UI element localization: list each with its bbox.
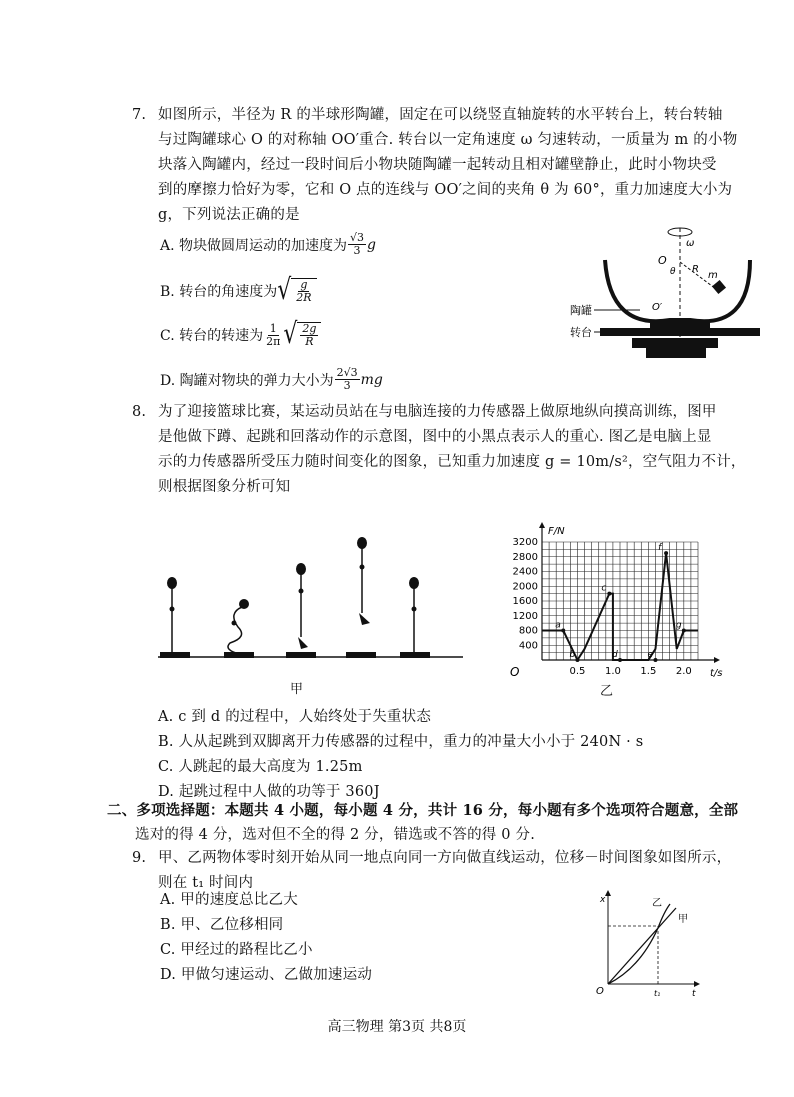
- q7-line-3: 块落入陶罐内，经过一段时间后小物块随陶罐一起转动且相对罐壁静止，此时小物块受: [158, 157, 717, 173]
- svg-text:甲: 甲: [678, 914, 688, 925]
- q7-option-d[interactable]: D. 陶罐对物块的弹力大小为 $\frac{2√3}{3}$ mg: [160, 366, 383, 392]
- point-label-f: f: [658, 543, 662, 554]
- q9-number: 9.: [132, 850, 147, 866]
- origin-label: O: [510, 665, 520, 679]
- point-e: [653, 658, 657, 662]
- section-2-line-1: 二、多项选择题：本题共 4 小题，每小题 4 分，共计 16 分，每小题有多个选项符合题意，全部: [107, 802, 739, 819]
- y-tick-label: 1600: [512, 596, 538, 607]
- q8-stem: [158, 400, 746, 500]
- y-axis-label: F/N: [548, 526, 565, 537]
- svg-text:θ: θ: [670, 267, 676, 277]
- q8-option-a[interactable]: A. c 到 d 的过程中，人始终处于失重状态: [158, 709, 432, 725]
- svg-text:m: m: [708, 270, 718, 281]
- q7-option-b[interactable]: B. 转台的角速度为 √ $\frac{g}{2R}$: [160, 278, 317, 304]
- fraction: $\frac{√3}{3}$: [350, 231, 365, 257]
- q8-line-2: 是他做下蹲、起跳和回落动作的示意图，图中的小黑点表示人的重心. 图乙是电脑上显: [158, 429, 712, 445]
- q8-line-4: 则根据图象分析可知: [158, 479, 291, 495]
- svg-text:陶罐: 陶罐: [570, 304, 592, 317]
- figure-jia-label: 甲: [290, 682, 304, 697]
- point-d: [618, 658, 622, 662]
- figure-yi-label: 乙: [600, 684, 614, 699]
- svg-text:t: t: [692, 989, 696, 998]
- x-axis-label: t/s: [710, 668, 723, 679]
- q7-line-5: g，下列说法正确的是: [158, 207, 300, 223]
- point-a: [561, 629, 565, 633]
- q8-line-1: 为了迎接篮球比赛，某运动员站在与电脑连接的力传感器上做原地纵向摸高训练，图甲: [158, 404, 717, 420]
- y-axis-arrow: [539, 522, 545, 528]
- force-time-chart: [500, 520, 730, 690]
- q7-pot-figure: [560, 220, 760, 370]
- q8-line-3: 示的力传感器所受压力随时间变化的图象，已知重力加速度 g = 10m/s²，空气阻力不计，: [158, 454, 746, 470]
- q9-option-b[interactable]: B. 甲、乙位移相同: [160, 917, 284, 933]
- point-label-d: d: [612, 650, 618, 660]
- q8-number: 8.: [132, 404, 147, 420]
- q9-line-2: 则在 t₁ 时间内: [158, 875, 254, 891]
- q7-line-1: 如图所示，半径为 R 的半球形陶罐，固定在可以绕竖直轴旋转的水平转台上，转台转轴: [158, 107, 723, 123]
- q8-options: [158, 705, 643, 805]
- point-label-a: a: [555, 620, 561, 631]
- point-b: [575, 658, 579, 662]
- point-label-g: g: [675, 620, 682, 631]
- q9-option-c[interactable]: C. 甲经过的路程比乙小: [160, 942, 313, 958]
- line-jia: [608, 908, 676, 984]
- figure-jia: [158, 525, 468, 670]
- q9-options: [160, 888, 372, 988]
- x-tick-label: 1.5: [640, 666, 657, 677]
- sqrt: √ $\frac{2g}{R}$: [283, 322, 321, 348]
- y-tick-label: 1200: [512, 610, 538, 622]
- page-footer: 高三物理 第3页 共8页: [327, 1019, 467, 1035]
- svg-text:t₁: t₁: [654, 989, 661, 998]
- q9-line-1: 甲、乙两物体零时刻开始从同一地点向同一方向做直线运动，位移－时间图象如图所示，: [158, 850, 732, 866]
- q7-option-a[interactable]: A. 物块做圆周运动的加速度为 $\frac{√3}{3}$ g: [160, 231, 376, 257]
- svg-text:O: O: [596, 986, 604, 997]
- q9-option-a[interactable]: A. 甲的速度总比乙大: [160, 892, 298, 908]
- point-c: [607, 592, 611, 596]
- q7-option-c[interactable]: C. 转台的转速为 $\frac{1}{2\pi}$ √ $\frac{2g}{R}$: [160, 322, 321, 348]
- q7-line-4: 到的摩擦力恰好为零，它和 O 点的连线与 OO′之间的夹角 θ 为 60°，重力加速度大小为: [158, 182, 733, 198]
- x-tick-label: 1.0: [604, 666, 621, 677]
- x-tick-label: 0.5: [569, 666, 586, 677]
- q8-option-d[interactable]: D. 起跳过程中人做的功等于 360J: [158, 784, 380, 800]
- q9-option-d[interactable]: D. 甲做匀速运动、乙做加速运动: [160, 967, 373, 983]
- section-2-header: [107, 798, 738, 848]
- q7-line-2: 与过陶罐球心 O 的对称轴 OO′重合. 转台以一定角速度 ω 匀速转动，一质量为 m 的小物: [158, 132, 738, 148]
- y-tick-label: 2800: [512, 551, 538, 563]
- y-tick-label: 2000: [512, 581, 538, 593]
- q7-number: 7.: [132, 107, 147, 123]
- svg-text:ω: ω: [686, 238, 695, 249]
- point-label-b: b: [569, 650, 576, 660]
- svg-text:转台: 转台: [570, 326, 592, 339]
- section-2-line-2: 选对的得 4 分，选对但不全的得 2 分，错选或不答的得 0 分.: [135, 827, 536, 843]
- q9-xt-figure: [590, 888, 700, 998]
- curve-yi: [608, 904, 670, 984]
- y-tick-label: 800: [518, 625, 538, 637]
- svg-text:O: O: [658, 254, 667, 267]
- svg-text:R: R: [692, 264, 699, 275]
- q8-option-c[interactable]: C. 人跳起的最大高度为 1.25m: [158, 759, 363, 775]
- x-axis-arrow: [714, 657, 720, 663]
- sqrt: √ $\frac{g}{2R}$: [277, 278, 316, 304]
- q7-stem: [158, 103, 737, 228]
- y-tick-label: 2400: [512, 566, 538, 578]
- block: [712, 280, 726, 294]
- q8-option-b[interactable]: B. 人从起跳到双脚离开力传感器的过程中，重力的冲量大小小于 240N · s: [158, 734, 644, 750]
- point-label-e: e: [647, 650, 654, 660]
- point-f: [664, 551, 668, 555]
- x-tick-label: 2.0: [675, 666, 692, 677]
- svg-text:O′: O′: [652, 302, 663, 313]
- y-tick-label: 3200: [512, 537, 538, 548]
- point-label-c: c: [601, 583, 607, 594]
- point-g: [682, 629, 686, 633]
- svg-text:x: x: [600, 895, 606, 905]
- svg-text:乙: 乙: [652, 898, 662, 909]
- y-tick-label: 400: [518, 640, 538, 652]
